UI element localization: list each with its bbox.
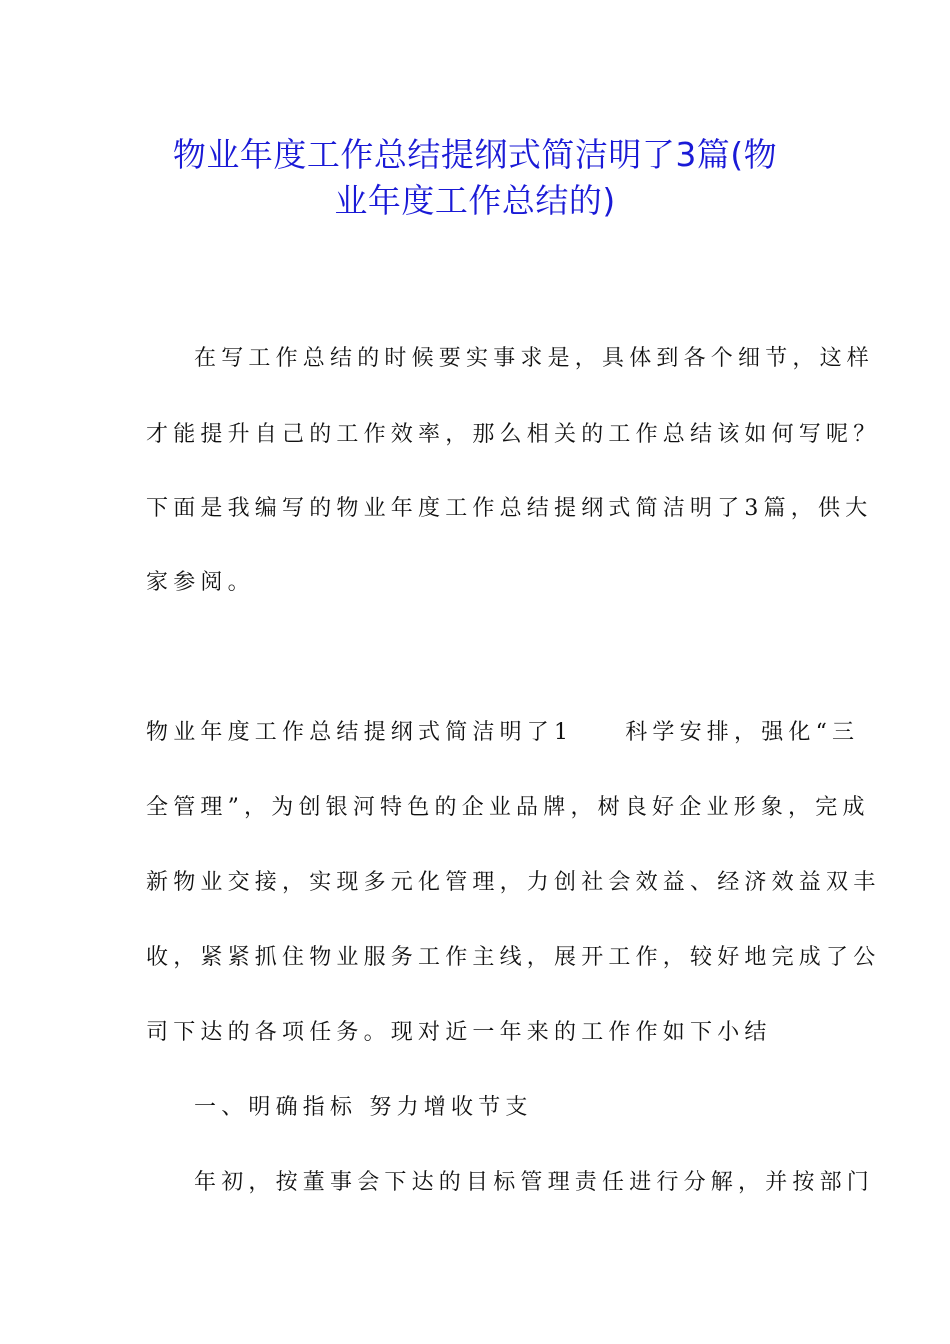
section-1-line-3: 新物业交接，实现多元化管理，力创社会效益、经济效益双丰 (146, 870, 881, 895)
section-1-line-2: 全管理”，为创银河特色的企业品牌，树良好企业形象，完成 (146, 795, 870, 820)
intro-line-4: 家参阅。 (146, 570, 255, 595)
section-1-line-4: 收，紧紧抓住物业服务工作主线，展开工作，较好地完成了公 (146, 945, 881, 970)
intro-line-2: 才能提升自己的工作效率，那么相关的工作总结该如何写呢？ (146, 422, 881, 447)
intro-line-3: 下面是我编写的物业年度工作总结提纲式简洁明了3篇，供大 (146, 496, 873, 521)
document-title-line-2: 业年度工作总结的) (334, 181, 616, 220)
section-1-first-line-text: 科学安排，强化“三 (625, 720, 860, 745)
document-title-line-1: 物业年度工作总结提纲式简洁明了3篇(物 (172, 135, 778, 174)
section-1-first-line (146, 718, 860, 748)
section-1-subheading: 一、明确指标 努力增收节支 (194, 1095, 533, 1120)
section-1-heading: 物业年度工作总结提纲式简洁明了1 (146, 720, 574, 745)
intro-line-1: 在写工作总结的时候要实事求是，具体到各个细节，这样 (194, 346, 875, 371)
section-1-line-5: 司下达的各项任务。现对近一年来的工作作如下小结 (146, 1020, 772, 1045)
section-1-paragraph-start: 年初，按董事会下达的目标管理责任进行分解，并按部门 (194, 1170, 875, 1195)
